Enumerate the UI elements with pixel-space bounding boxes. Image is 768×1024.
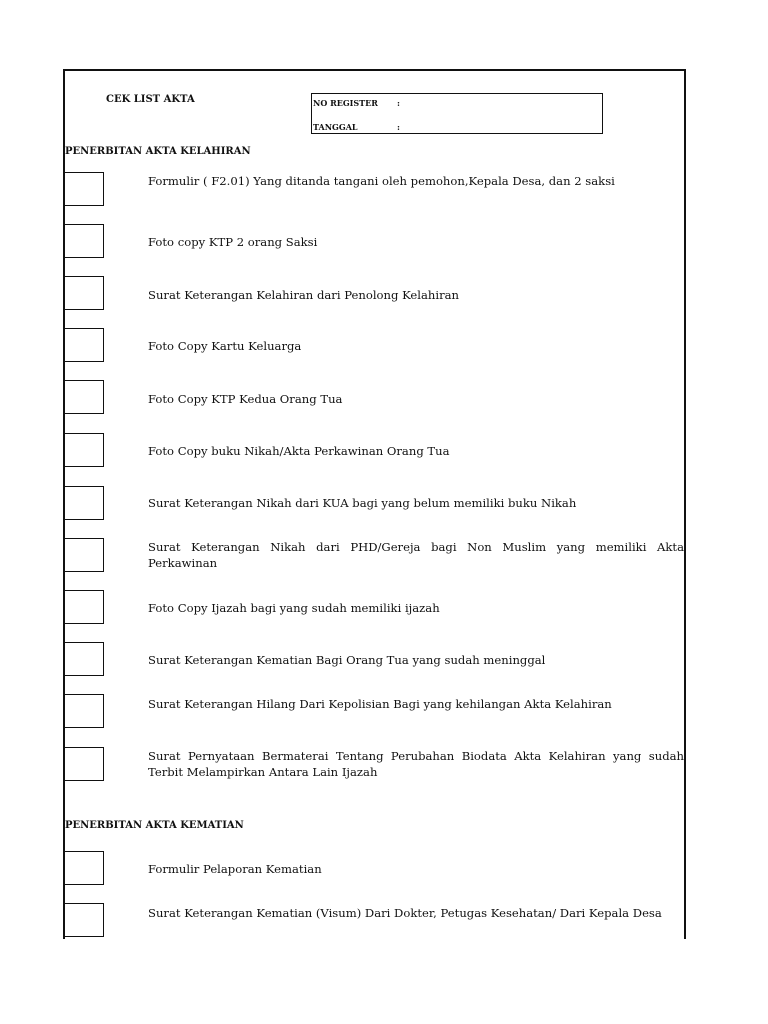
checklist-checkbox[interactable] bbox=[63, 747, 104, 781]
checklist-checkbox[interactable] bbox=[63, 590, 104, 624]
checklist-checkbox[interactable] bbox=[63, 694, 104, 728]
checklist-item-label: Foto Copy KTP Kedua Orang Tua bbox=[148, 392, 343, 406]
checklist-item-label: Surat Keterangan Nikah dari PHD/Gereja bagi Non Muslim yang memiliki Akta Perkawinan bbox=[148, 540, 684, 570]
checklist-checkbox[interactable] bbox=[63, 433, 104, 467]
no-register-label: NO REGISTER bbox=[313, 98, 378, 108]
checklist-item-label: Surat Keterangan Kelahiran dari Penolong Kelahiran bbox=[148, 288, 460, 302]
tanggal-label: TANGGAL bbox=[313, 122, 358, 132]
checklist-checkbox[interactable] bbox=[63, 224, 104, 258]
checklist-checkbox[interactable] bbox=[63, 903, 104, 937]
page-border-right bbox=[684, 69, 686, 939]
checklist-item-label: Surat Keterangan Nikah dari KUA bagi yang belum memiliki buku Nikah bbox=[148, 496, 577, 510]
checklist-checkbox[interactable] bbox=[63, 538, 104, 572]
checklist-item-label: Foto Copy buku Nikah/Akta Perkawinan Orang Tua bbox=[148, 444, 450, 458]
checklist-item-label: Foto copy KTP 2 orang Saksi bbox=[148, 235, 318, 249]
register-info-box bbox=[311, 93, 603, 134]
checklist-checkbox[interactable] bbox=[63, 486, 104, 520]
page-border-top bbox=[63, 69, 686, 71]
section-title-kematian: PENERBITAN AKTA KEMATIAN bbox=[65, 820, 244, 831]
checklist-item-label: Foto Copy Ijazah bagi yang sudah memiliki ijazah bbox=[148, 601, 440, 615]
checklist-item-label: Surat Keterangan Kematian Bagi Orang Tua yang sudah meninggal bbox=[148, 653, 546, 667]
section-title-kelahiran: PENERBITAN AKTA KELAHIRAN bbox=[65, 146, 251, 157]
checklist-checkbox[interactable] bbox=[63, 380, 104, 414]
checklist-checkbox[interactable] bbox=[63, 851, 104, 885]
checklist-checkbox[interactable] bbox=[63, 642, 104, 676]
tanggal-colon: : bbox=[397, 122, 400, 132]
document-title: CEK LIST AKTA bbox=[106, 94, 195, 105]
checklist-item-label: Surat Keterangan Hilang Dari Kepolisian Bagi yang kehilangan Akta Kelahiran bbox=[148, 697, 612, 711]
checklist-item-label: Surat Keterangan Kematian (Visum) Dari Dokter, Petugas Kesehatan/ Dari Kepala Desa bbox=[148, 906, 662, 920]
checklist-item-label: Formulir Pelaporan Kematian bbox=[148, 862, 322, 876]
checklist-item-label: Surat Pernyataan Bermaterai Tentang Perubahan Biodata Akta Kelahiran yang sudah Terbit Melampirkan Antara Lain Ijazah bbox=[148, 749, 684, 779]
checklist-checkbox[interactable] bbox=[63, 328, 104, 362]
checklist-item-label: Foto Copy Kartu Keluarga bbox=[148, 339, 302, 353]
checklist-item-label: Formulir ( F2.01) Yang ditanda tangani oleh pemohon,Kepala Desa, dan 2 saksi bbox=[148, 174, 615, 188]
checklist-checkbox[interactable] bbox=[63, 172, 104, 206]
no-register-colon: : bbox=[397, 98, 400, 108]
checklist-checkbox[interactable] bbox=[63, 276, 104, 310]
